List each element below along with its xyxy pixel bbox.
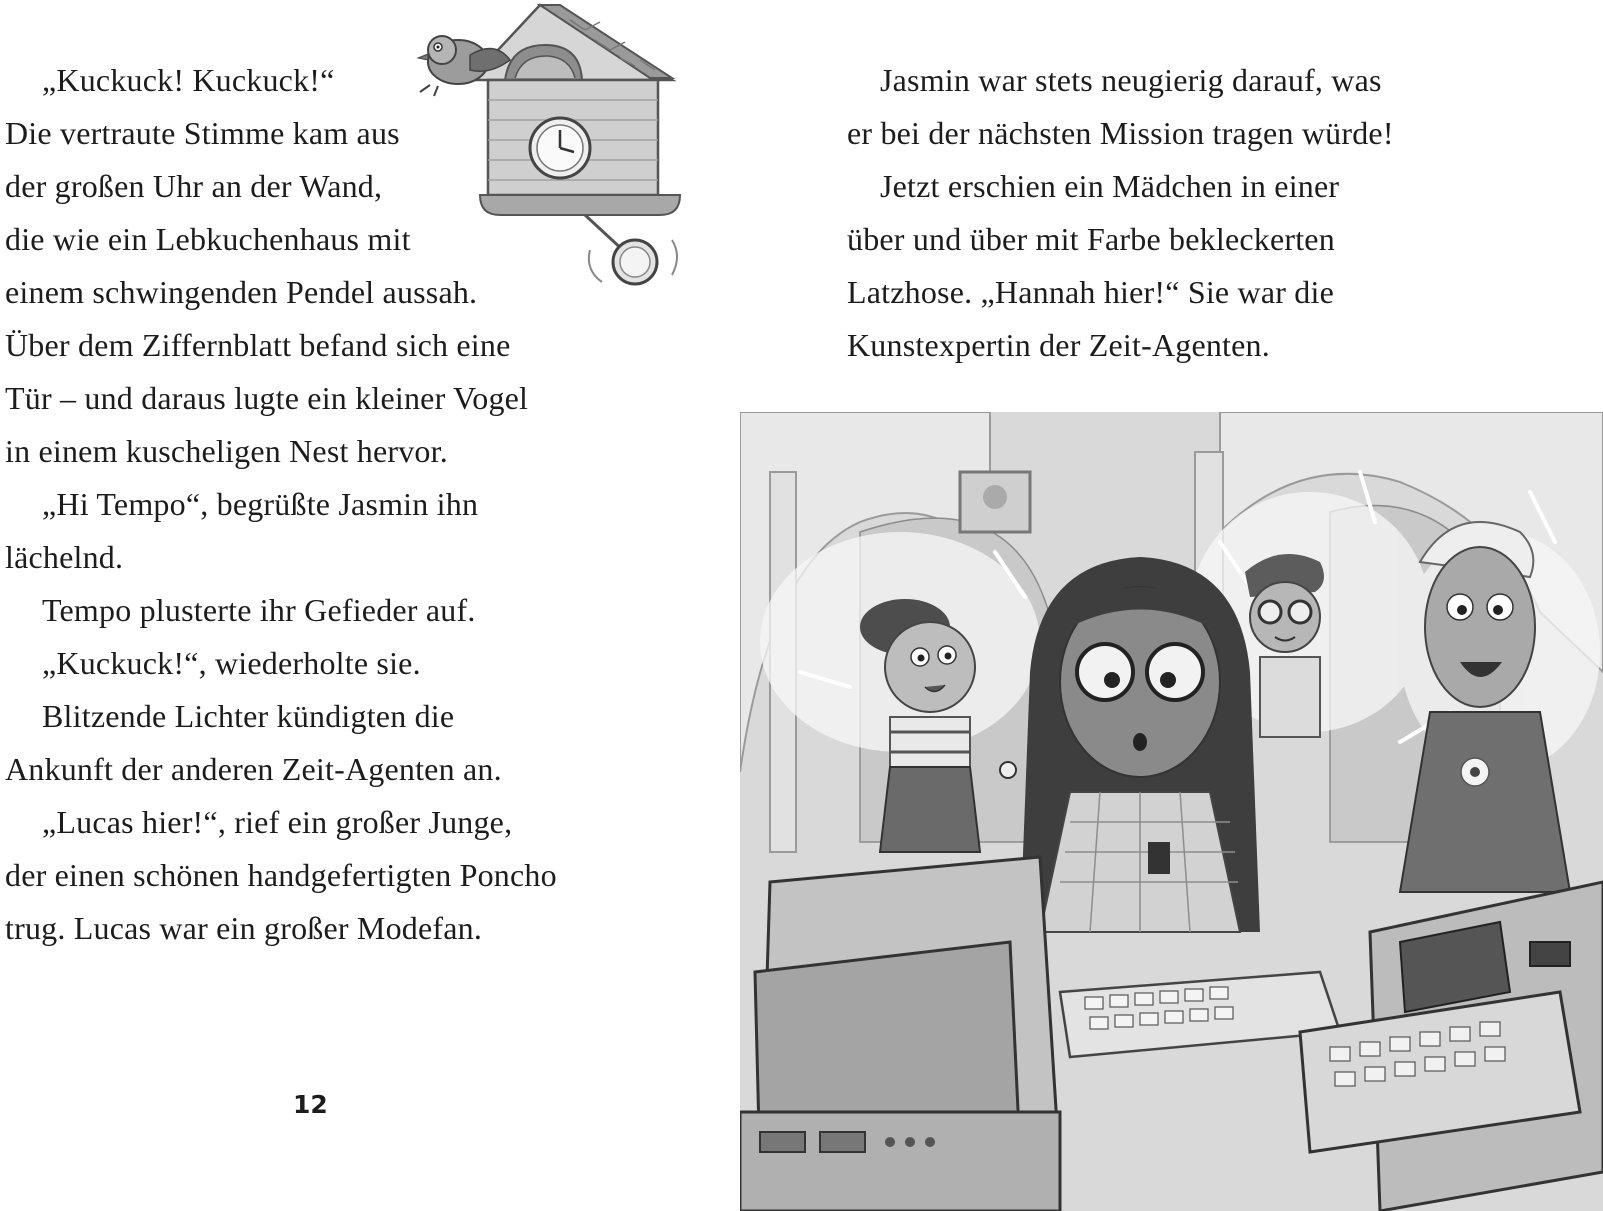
text-line: Die vertraute Stimme kam aus <box>5 115 400 151</box>
text-line: über und über mit Farbe bekleckerten <box>847 221 1335 257</box>
text-line: in einem kuscheligen Nest hervor. <box>5 433 448 469</box>
text-line: „Hi Tempo“, begrüßte Jasmin ihn <box>42 486 479 522</box>
text-line: trug. Lucas war ein großer Modefan. <box>5 910 483 946</box>
jasmin-figure <box>1020 557 1260 932</box>
text-line: die wie ein Lebkuchenhaus mit <box>5 221 411 257</box>
text-line: Jasmin war stets neugierig darauf, was <box>880 62 1382 98</box>
text-line: Kunstexpertin der Zeit-Agenten. <box>847 327 1270 363</box>
text-line: Ankunft der anderen Zeit-Agenten an. <box>5 751 502 787</box>
cuckoo-clock-illustration <box>410 0 710 305</box>
computer-monitor <box>740 857 1060 1211</box>
text-line: einem schwingenden Pendel aussah. <box>5 274 478 310</box>
page-number: 12 <box>293 1090 328 1119</box>
text-line: lächelnd. <box>5 539 124 575</box>
text-line: „Lucas hier!“, rief ein großer Junge, <box>42 804 513 840</box>
text-line: Über dem Ziffernblatt befand sich eine <box>5 327 511 363</box>
time-agents-illustration <box>740 412 1603 1211</box>
text-line: der einen schönen handgefertigten Poncho <box>5 857 557 893</box>
text-line: Jetzt erschien ein Mädchen in einer <box>880 168 1340 204</box>
text-line: Tempo plusterte ihr Gefieder auf. <box>42 592 476 628</box>
text-line: Latzhose. „Hannah hier!“ Sie war die <box>847 274 1334 310</box>
text-line: Blitzende Lichter kündigten die <box>42 698 455 734</box>
text-line: „Kuckuck!“, wiederholte sie. <box>42 645 421 681</box>
text-line: er bei der nächsten Mission tragen würde! <box>847 115 1394 151</box>
left-page <box>0 0 740 1211</box>
text-line: Tür – und daraus lugte ein kleiner Vogel <box>5 380 529 416</box>
text-line: der großen Uhr an der Wand, <box>5 168 383 204</box>
text-line: „Kuckuck! Kuckuck!“ <box>42 62 335 98</box>
